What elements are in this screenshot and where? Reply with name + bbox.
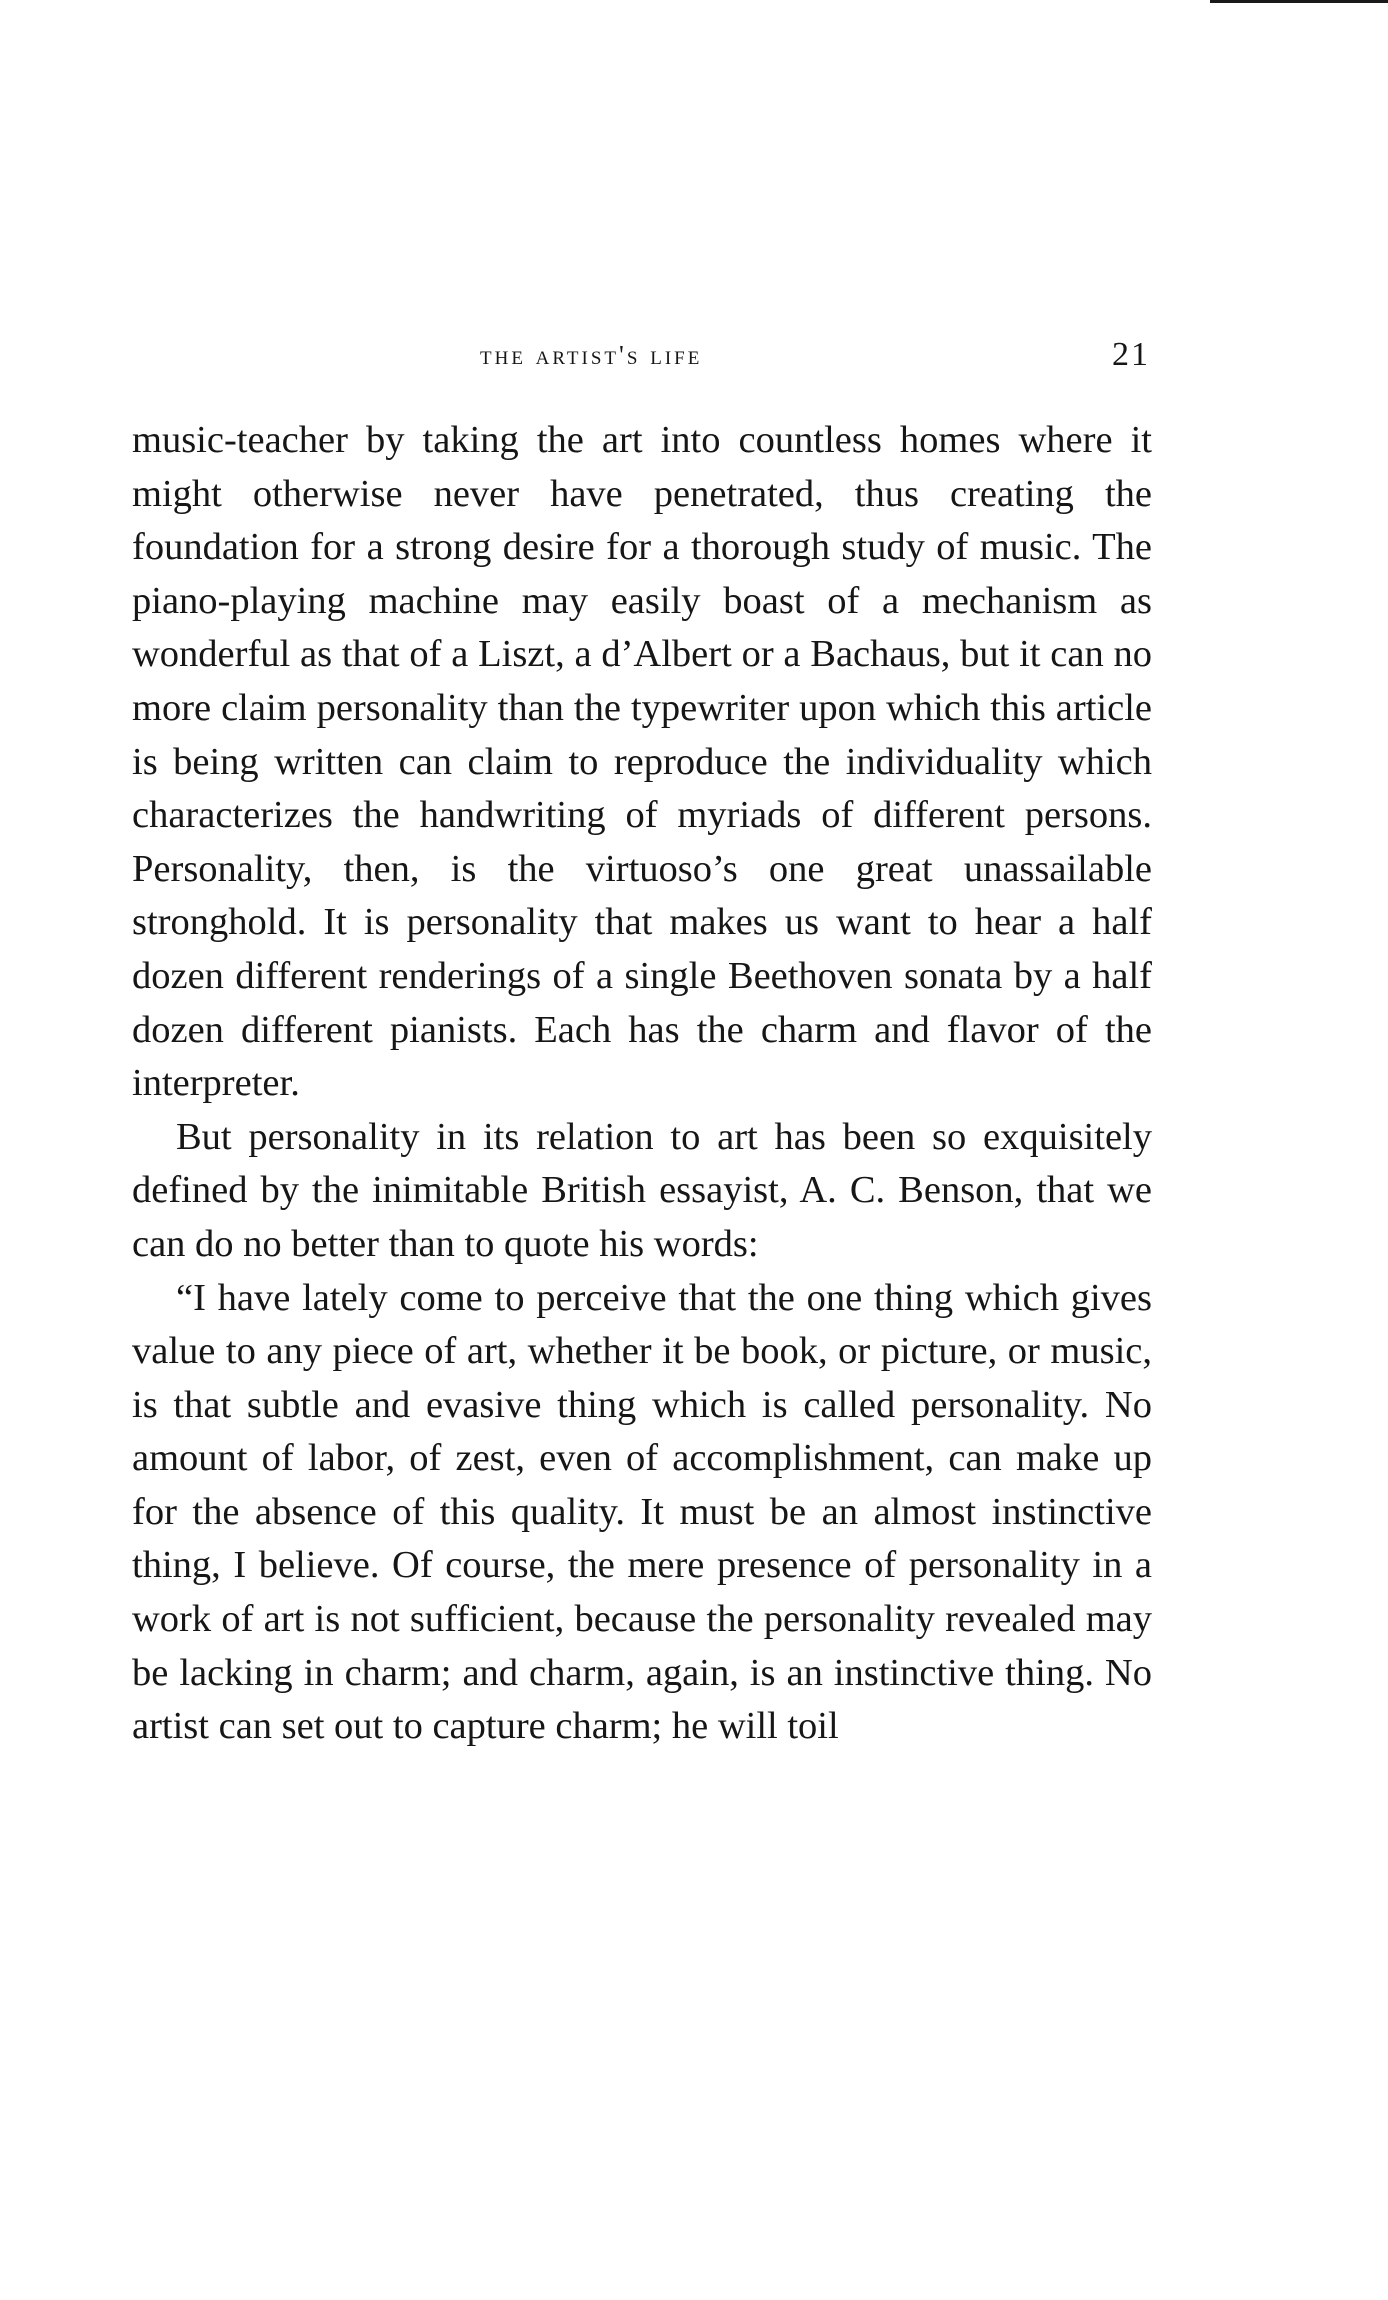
quotation-paragraph: “I have lately come to perceive that the one thing which gives value to any piece of art, whether it be book, or picture, or music, is that subtle and evasive thing which is called personality. No amount of labor, of zest, even of accomplishment, can make up for the absence of this quality. It must be an almost instinctive thing, I believe. Of course, the mere presence of personality in a work of art is not sufficient, because the personality revealed may be lacking in charm; and charm, again, is an instinctive thing. No artist can set out to capture charm; he will toil bbox=[132, 1276, 1152, 1748]
running-head bbox=[140, 330, 1150, 380]
page-number: 21 bbox=[1112, 336, 1150, 373]
running-title: the artist's life bbox=[480, 340, 703, 370]
paragraph: But personality in its relation to art has been so exquisitely defined by the inimitable British essayist, A. C. Benson, that we can do no better than to quote his words: bbox=[132, 1115, 1152, 1265]
top-edge-rule bbox=[1210, 0, 1388, 3]
body-text bbox=[132, 414, 1152, 1754]
paragraph: music-teacher by taking the art into countless homes where it might otherwise never have penetrated, thus creating the foundation for a strong desire for a thorough study of music. The piano-playing machine may easily boast of a mechanism as wonderful as that of a Liszt, a d’Albert or a Bachaus, but it can no more claim personality than the typewriter upon which this article is being written can claim to reproduce the individuality which characterizes the handwriting of myriads of different persons. Personality, then, is the virtuoso’s one great unassailable stronghold. It is personality that makes us want to hear a half dozen different renderings of a single Beethoven sonata by a half dozen different pianists. Each has the charm and flavor of the interpreter. bbox=[132, 419, 1152, 1105]
